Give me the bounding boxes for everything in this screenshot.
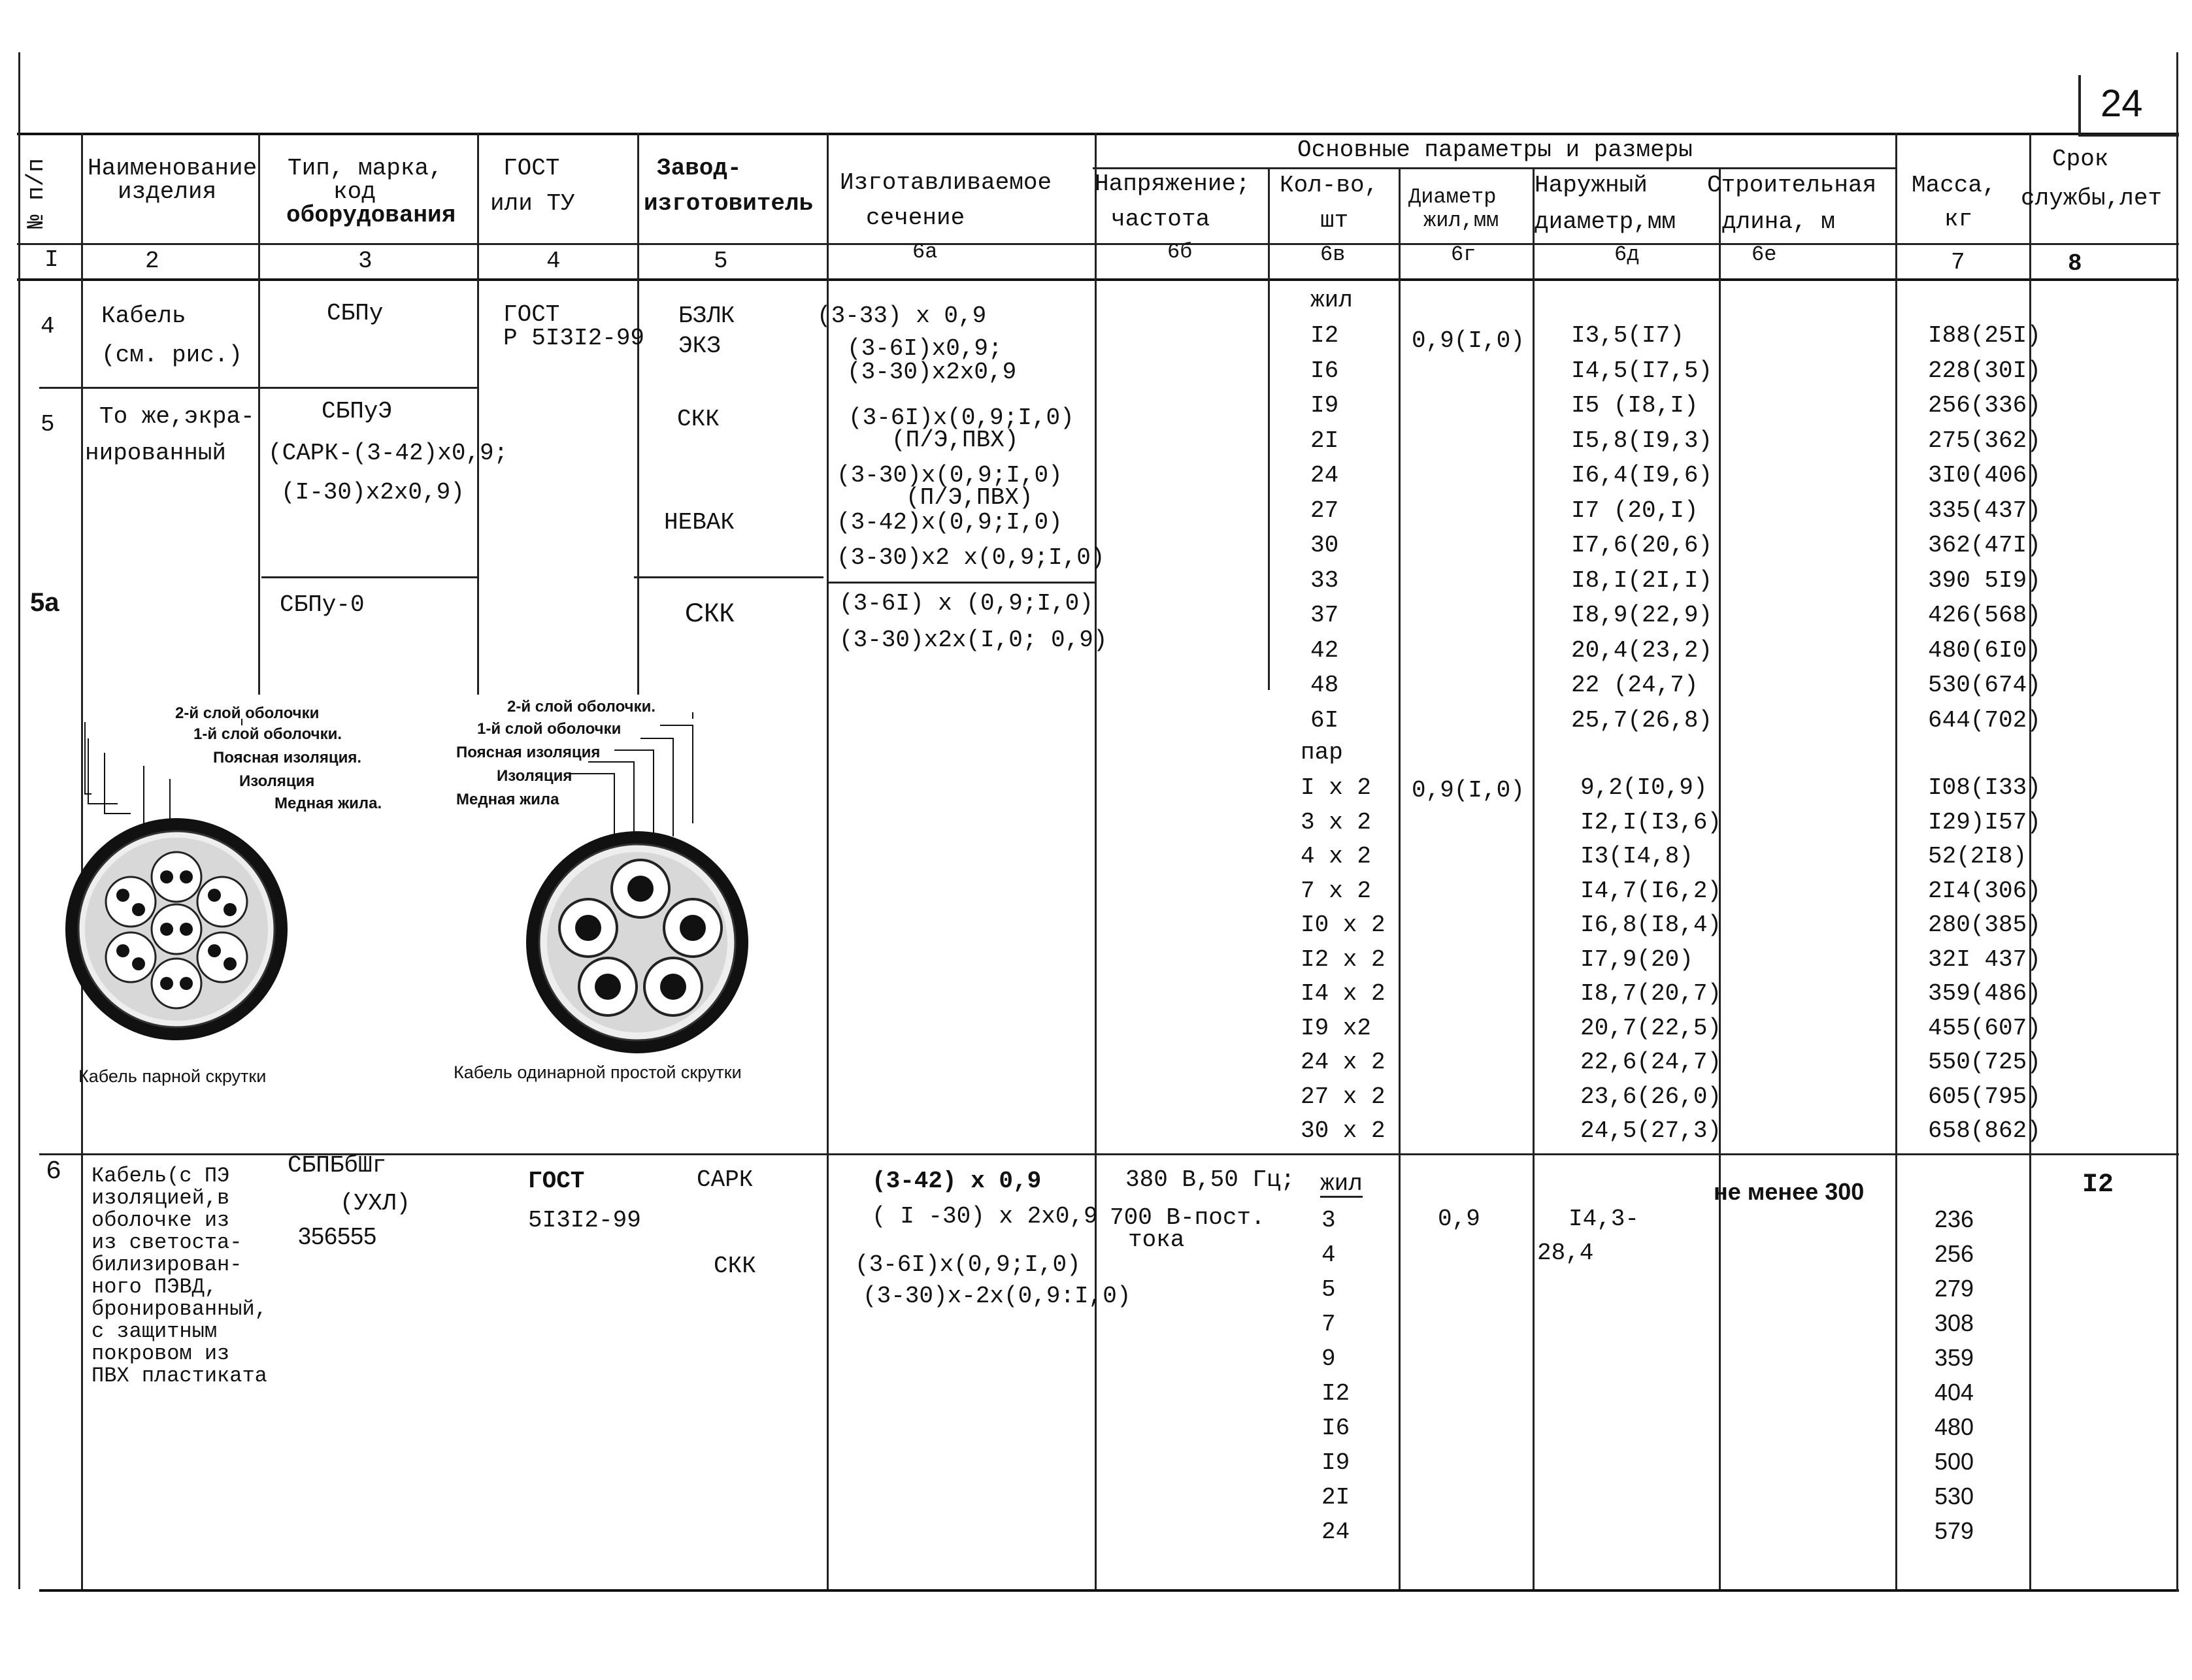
row5-type-3: (I-30)x2x0,9) <box>281 479 465 506</box>
row6-count: 24 <box>1321 1519 1350 1545</box>
pair-mass: 550(725) <box>1928 1049 2041 1076</box>
row5a-maker: СКК <box>685 599 735 627</box>
right-label-2: 1-й слой оболочки <box>477 720 622 738</box>
pair-outer-diameter: 23,6(26,0) <box>1580 1083 1722 1110</box>
pair-count: I4 x 2 <box>1301 980 1386 1007</box>
core-outer-diameter: I8,9(22,9) <box>1571 602 1713 629</box>
header-outer-2: диаметр,мм <box>1535 208 1676 235</box>
row6-section-3: (3-6I)x(0,9;I,0) <box>855 1251 1081 1278</box>
row6-outer-1: I4,3- <box>1569 1206 1640 1232</box>
row5a-section-2: (3-30)x2x(I,0; 0,9) <box>839 627 1108 653</box>
row5-section-4: (П/Э,ПВХ) <box>906 484 1033 511</box>
header-name-1: Наименование <box>88 155 257 182</box>
row4-gost-2: Р 5I3I2-99 <box>503 325 645 352</box>
core-outer-diameter: I5,8(I9,3) <box>1571 427 1713 454</box>
right-label-3: Поясная изоляция <box>456 744 601 761</box>
pair-count: I9 x2 <box>1301 1014 1372 1042</box>
row6-diam: 0,9 <box>1438 1206 1480 1232</box>
colnum-6a: 6а <box>912 240 938 264</box>
row6-name-line: изоляцией,в <box>91 1186 230 1210</box>
core-count: 42 <box>1310 636 1339 664</box>
colnum-6e: 6е <box>1752 242 1777 267</box>
core-count: I6 <box>1310 357 1339 384</box>
header-num: № п/п <box>23 157 50 229</box>
row6-count: 2I <box>1321 1484 1350 1511</box>
row6-mass: 404 <box>1935 1379 1974 1406</box>
header-voltage-1: Напряжение; <box>1095 171 1250 197</box>
row4-section-2: (3-6I)x0,9; <box>847 335 1003 362</box>
row6-type-3: 356555 <box>298 1223 377 1249</box>
header-name-2: изделия <box>118 178 217 205</box>
core-count: I9 <box>1310 392 1339 419</box>
header-type-3: оборудования <box>286 202 456 229</box>
row6-type-1: СБПБбШг <box>288 1152 387 1179</box>
pair-mass: I29)I57) <box>1928 808 2041 836</box>
row6-count: I6 <box>1321 1415 1350 1441</box>
colnum-6v: 6в <box>1320 242 1346 267</box>
colnum-1: I <box>44 246 59 273</box>
core-count: 27 <box>1310 497 1339 524</box>
row5-num: 5 <box>41 411 55 438</box>
colnum-3: 3 <box>358 248 373 274</box>
row5-section-6: (3-30)x2 x(0,9;I,0) <box>837 544 1105 571</box>
row6-count: 5 <box>1321 1276 1336 1303</box>
pair-mass: 605(795) <box>1928 1083 2041 1110</box>
core-outer-diameter: I4,5(I7,5) <box>1571 357 1713 384</box>
header-gost-2: или ТУ <box>490 190 575 217</box>
row5-maker-2: НЕВАК <box>664 509 735 536</box>
pair-mass: 52(2I8) <box>1928 843 2027 870</box>
pair-outer-diameter: 20,7(22,5) <box>1580 1014 1722 1042</box>
core-mass: 275(362) <box>1928 427 2041 454</box>
core-outer-diameter: 22 (24,7) <box>1571 672 1699 699</box>
pairs-diam: 0,9(I,0) <box>1412 777 1525 804</box>
pair-outer-diameter: 9,2(I0,9) <box>1580 774 1708 801</box>
row5-section-2: (П/Э,ПВХ) <box>891 427 1019 453</box>
core-count: 37 <box>1310 602 1339 629</box>
pair-outer-diameter: I7,9(20) <box>1580 946 1693 973</box>
row5-type-1: СБПуЭ <box>322 398 393 425</box>
pair-mass: 280(385) <box>1928 912 2041 938</box>
row6-voltage-1: 380 В,50 Гц; <box>1125 1166 1295 1193</box>
header-maker-1: Завод- <box>657 155 742 182</box>
row6-mass: 256 <box>1935 1240 1974 1267</box>
pair-count: 24 x 2 <box>1301 1049 1386 1076</box>
core-mass: 480(6I0) <box>1928 636 2041 664</box>
pair-count: I0 x 2 <box>1301 912 1386 938</box>
header-voltage-2: частота <box>1111 206 1210 233</box>
header-outer-1: Наружный <box>1535 172 1648 199</box>
pair-outer-diameter: I6,8(I8,4) <box>1580 912 1722 938</box>
pair-count: 27 x 2 <box>1301 1083 1386 1110</box>
row6-length: не менее 300 <box>1714 1178 1865 1205</box>
left-label-1: 2-й слой оболочки <box>175 704 320 722</box>
header-mass-2: кг <box>1944 206 1973 233</box>
row6-name-line: ПВХ пластиката <box>91 1364 267 1388</box>
row6-mass: 480 <box>1935 1413 1974 1440</box>
row5-name-2: нированный <box>85 440 227 467</box>
core-count: 6I <box>1310 706 1339 734</box>
row6-life: I2 <box>2082 1170 2114 1200</box>
left-label-2: 1-й слой оболочки. <box>193 725 342 743</box>
row4-section-1: (3-33) x 0,9 <box>817 303 987 329</box>
core-mass: 390 5I9) <box>1928 567 2041 594</box>
pair-count: I x 2 <box>1301 774 1372 801</box>
pair-mass: 2I4(306) <box>1928 877 2041 904</box>
core-outer-diameter: I5 (I8,I) <box>1571 392 1699 419</box>
header-count-2: шт <box>1320 207 1349 234</box>
row6-count: 9 <box>1321 1345 1336 1372</box>
row6-name-line: Кабель(с ПЭ <box>91 1164 230 1188</box>
pair-outer-diameter: I4,7(I6,2) <box>1580 877 1722 904</box>
row6-voltage-2: 700 В-пост. <box>1110 1204 1265 1231</box>
row5-section-1: (3-6I)x(0,9;I,0) <box>848 404 1074 431</box>
row6-name-line: бронированный, <box>91 1297 267 1321</box>
core-mass: 335(437) <box>1928 497 2041 524</box>
row6-gost-2: 5I3I2-99 <box>528 1207 641 1234</box>
left-label-5: Медная жила. <box>274 795 382 812</box>
core-count: I2 <box>1310 322 1339 349</box>
row6-count: 3 <box>1321 1207 1336 1234</box>
header-section-2: сечение <box>866 205 965 231</box>
pair-mass: 359(486) <box>1928 980 2041 1007</box>
row4-name-2: (см. рис.) <box>101 342 243 369</box>
row5a-num: 5а <box>30 588 59 617</box>
pairs-head: пар <box>1301 739 1343 766</box>
pair-count: I2 x 2 <box>1301 946 1386 973</box>
row5-maker-1: СКК <box>677 406 720 433</box>
core-outer-diameter: I8,I(2I,I) <box>1571 567 1713 594</box>
row6-section-1: (3-42) x 0,9 <box>872 1168 1042 1194</box>
header-type-1: Тип, марка, <box>288 155 443 182</box>
row6-count: I9 <box>1321 1449 1350 1476</box>
row6-name-line: покровом из <box>91 1342 230 1366</box>
core-mass: 530(674) <box>1928 672 2041 699</box>
header-section-1: Изготавливаемое <box>840 169 1052 196</box>
header-length-1: Строительная <box>1707 172 1877 199</box>
pair-count: 30 x 2 <box>1301 1117 1386 1144</box>
row4-gost-1: ГОСТ <box>503 301 560 328</box>
row6-mass: 359 <box>1935 1344 1974 1371</box>
row6-type-2: (УХЛ) <box>340 1190 411 1217</box>
core-outer-diameter: 20,4(23,2) <box>1571 636 1713 664</box>
core-count: 24 <box>1310 462 1339 489</box>
pair-outer-diameter: 22,6(24,7) <box>1580 1049 1722 1076</box>
header-maker-2: изготовитель <box>644 190 814 217</box>
core-outer-diameter: I3,5(I7) <box>1571 322 1684 349</box>
row6-section-2: ( I -30) x 2x0,9 <box>872 1203 1098 1230</box>
colnum-8: 8 <box>2068 250 2082 277</box>
pair-outer-diameter: 24,5(27,3) <box>1580 1117 1722 1144</box>
colnum-6g: 6г <box>1451 242 1476 267</box>
cores-head: жил <box>1310 287 1353 314</box>
core-count: 30 <box>1310 532 1339 559</box>
right-label-1: 2-й слой оболочки. <box>507 698 656 716</box>
header-diam-1: Диаметр <box>1408 185 1497 209</box>
left-caption: Кабель парной скрутки <box>78 1066 267 1086</box>
core-mass: 362(47I) <box>1928 532 2041 559</box>
pair-count: 4 x 2 <box>1301 843 1372 870</box>
core-count: 48 <box>1310 672 1339 699</box>
core-mass: 426(568) <box>1928 602 2041 629</box>
pair-outer-diameter: I8,7(20,7) <box>1580 980 1722 1007</box>
row5-section-5: (3-42)x(0,9;I,0) <box>837 509 1063 536</box>
row6-voltage-3: тока <box>1128 1227 1185 1253</box>
header-life-2: службы,лет <box>2021 185 2163 212</box>
page-number-box <box>2078 75 2179 137</box>
row6-mass: 236 <box>1935 1206 1974 1232</box>
header-group: Основные параметры и размеры <box>1297 137 1693 163</box>
row5a-section-1: (3-6I) x (0,9;I,0) <box>839 590 1093 617</box>
row6-count-head: жил <box>1320 1170 1363 1197</box>
row6-name-line: оболочке из <box>91 1208 230 1232</box>
right-label-4: Изоляция <box>497 767 573 785</box>
right-caption: Кабель одинарной простой скрутки <box>454 1062 742 1082</box>
row4-num: 4 <box>41 313 55 340</box>
row4-maker-2: ЭКЗ <box>678 333 721 359</box>
row5-name-1: То же,экра- <box>99 403 255 430</box>
row6-mass: 500 <box>1935 1448 1974 1475</box>
row4-maker-1: БЗЛК <box>678 303 735 329</box>
colnum-6b: 6б <box>1167 240 1193 264</box>
row6-outer-2: 28,4 <box>1537 1240 1594 1266</box>
row6-section-4: (3-30)x-2x(0,9:I,0) <box>863 1283 1131 1309</box>
pair-mass: 455(607) <box>1928 1014 2041 1042</box>
row6-maker-1: САРК <box>697 1166 754 1193</box>
row6-count: 4 <box>1321 1242 1336 1268</box>
core-mass: I88(25I) <box>1928 322 2041 349</box>
row4-type: СБПу <box>327 300 384 327</box>
pair-outer-diameter: I3(I4,8) <box>1580 843 1693 870</box>
pair-outer-diameter: I2,I(I3,6) <box>1580 808 1722 836</box>
core-count: 2I <box>1310 427 1339 454</box>
row5-section-3: (3-30)x(0,9;I,0) <box>837 462 1063 489</box>
row6-num: 6 <box>46 1157 62 1187</box>
pair-mass: I08(I33) <box>1928 774 2041 801</box>
pair-count: 3 x 2 <box>1301 808 1372 836</box>
row5a-type: СБПу-0 <box>280 591 365 618</box>
core-mass: 3I0(406) <box>1928 462 2041 489</box>
colnum-2: 2 <box>145 248 159 274</box>
core-count: 33 <box>1310 567 1339 594</box>
left-label-3: Поясная изоляция. <box>213 749 362 766</box>
core-outer-diameter: I6,4(I9,6) <box>1571 462 1713 489</box>
row4-section-3: (3-30)x2x0,9 <box>847 359 1017 386</box>
colnum-4: 4 <box>546 248 561 274</box>
row6-mass: 579 <box>1935 1517 1974 1544</box>
header-life-1: Срок <box>2052 146 2109 173</box>
core-outer-diameter: I7 (20,I) <box>1571 497 1699 524</box>
row6-count: 7 <box>1321 1311 1336 1338</box>
right-label-5: Медная жила <box>456 791 559 808</box>
row6-mass: 308 <box>1935 1309 1974 1336</box>
page-number: 24 <box>2101 82 2143 125</box>
header-count-1: Кол-во, <box>1280 172 1379 199</box>
row5-type-2: (САРК-(3-42)x0,9; <box>268 440 508 467</box>
header-gost-1: ГОСТ <box>503 155 560 182</box>
row6-maker-2: СКК <box>714 1253 756 1279</box>
core-outer-diameter: I7,6(20,6) <box>1571 532 1713 559</box>
row6-gost-1: ГОСТ <box>528 1168 585 1194</box>
pair-mass: 32I 437) <box>1928 946 2041 973</box>
header-mass-1: Масса, <box>1912 172 1997 199</box>
row6-name-line: ного ПЭВД, <box>91 1275 218 1299</box>
cores-diam: 0,9(I,0) <box>1412 327 1525 354</box>
colnum-7: 7 <box>1951 249 1965 276</box>
core-mass: 644(702) <box>1928 706 2041 734</box>
row6-name-line: из светоста- <box>91 1230 242 1255</box>
core-outer-diameter: 25,7(26,8) <box>1571 706 1713 734</box>
pair-count: 7 x 2 <box>1301 877 1372 904</box>
row6-count: I2 <box>1321 1380 1350 1407</box>
left-label-4: Изоляция <box>239 772 315 790</box>
header-type-2: код <box>333 178 376 205</box>
row4-name-1: Кабель <box>101 303 186 329</box>
core-mass: 228(30I) <box>1928 357 2041 384</box>
row6-name-line: билизирован- <box>91 1253 242 1277</box>
colnum-6d: 6д <box>1614 242 1640 267</box>
row6-mass: 279 <box>1935 1275 1974 1302</box>
header-diam-2: жил,мм <box>1423 208 1499 233</box>
row6-mass: 530 <box>1935 1483 1974 1509</box>
row6-name-line: с защитным <box>91 1319 218 1343</box>
core-mass: 256(336) <box>1928 392 2041 419</box>
colnum-5: 5 <box>714 248 728 274</box>
pair-mass: 658(862) <box>1928 1117 2041 1144</box>
header-length-2: длина, м <box>1722 208 1835 235</box>
